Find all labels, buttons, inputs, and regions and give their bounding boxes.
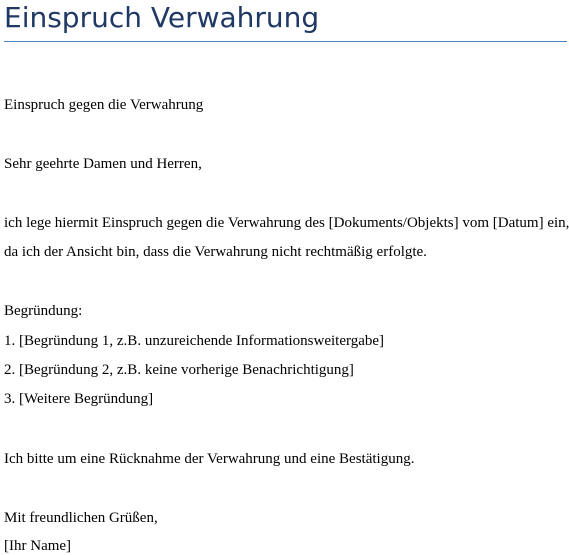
- body-paragraph-line-1: ich lege hiermit Einspruch gegen die Verwahrung des [Dokuments/Objekts] vom [Datum] ein,: [4, 215, 569, 231]
- subject-line: Einspruch gegen die Verwahrung: [4, 97, 204, 113]
- reason-item: 2. [Begründung 2, z.B. keine vorherige Benachrichtigung]: [4, 362, 354, 378]
- title-underline: [4, 41, 567, 42]
- salutation: Sehr geehrte Damen und Herren,: [4, 156, 202, 172]
- document-title: Einspruch Verwahrung: [4, 1, 320, 34]
- closing-line: Mit freundlichen Grüßen,: [4, 510, 158, 526]
- reason-item: 1. [Begründung 1, z.B. unzureichende Informationsweitergabe]: [4, 333, 385, 349]
- body-paragraph-line-2: da ich der Ansicht bin, dass die Verwahrung nicht rechtmäßig erfolgte.: [4, 244, 427, 260]
- request-line: Ich bitte um eine Rücknahme der Verwahrung und eine Bestätigung.: [4, 451, 415, 467]
- reasons-heading: Begründung:: [4, 303, 83, 319]
- signature-name: [Ihr Name]: [4, 538, 72, 554]
- reason-item: 3. [Weitere Begründung]: [4, 391, 154, 407]
